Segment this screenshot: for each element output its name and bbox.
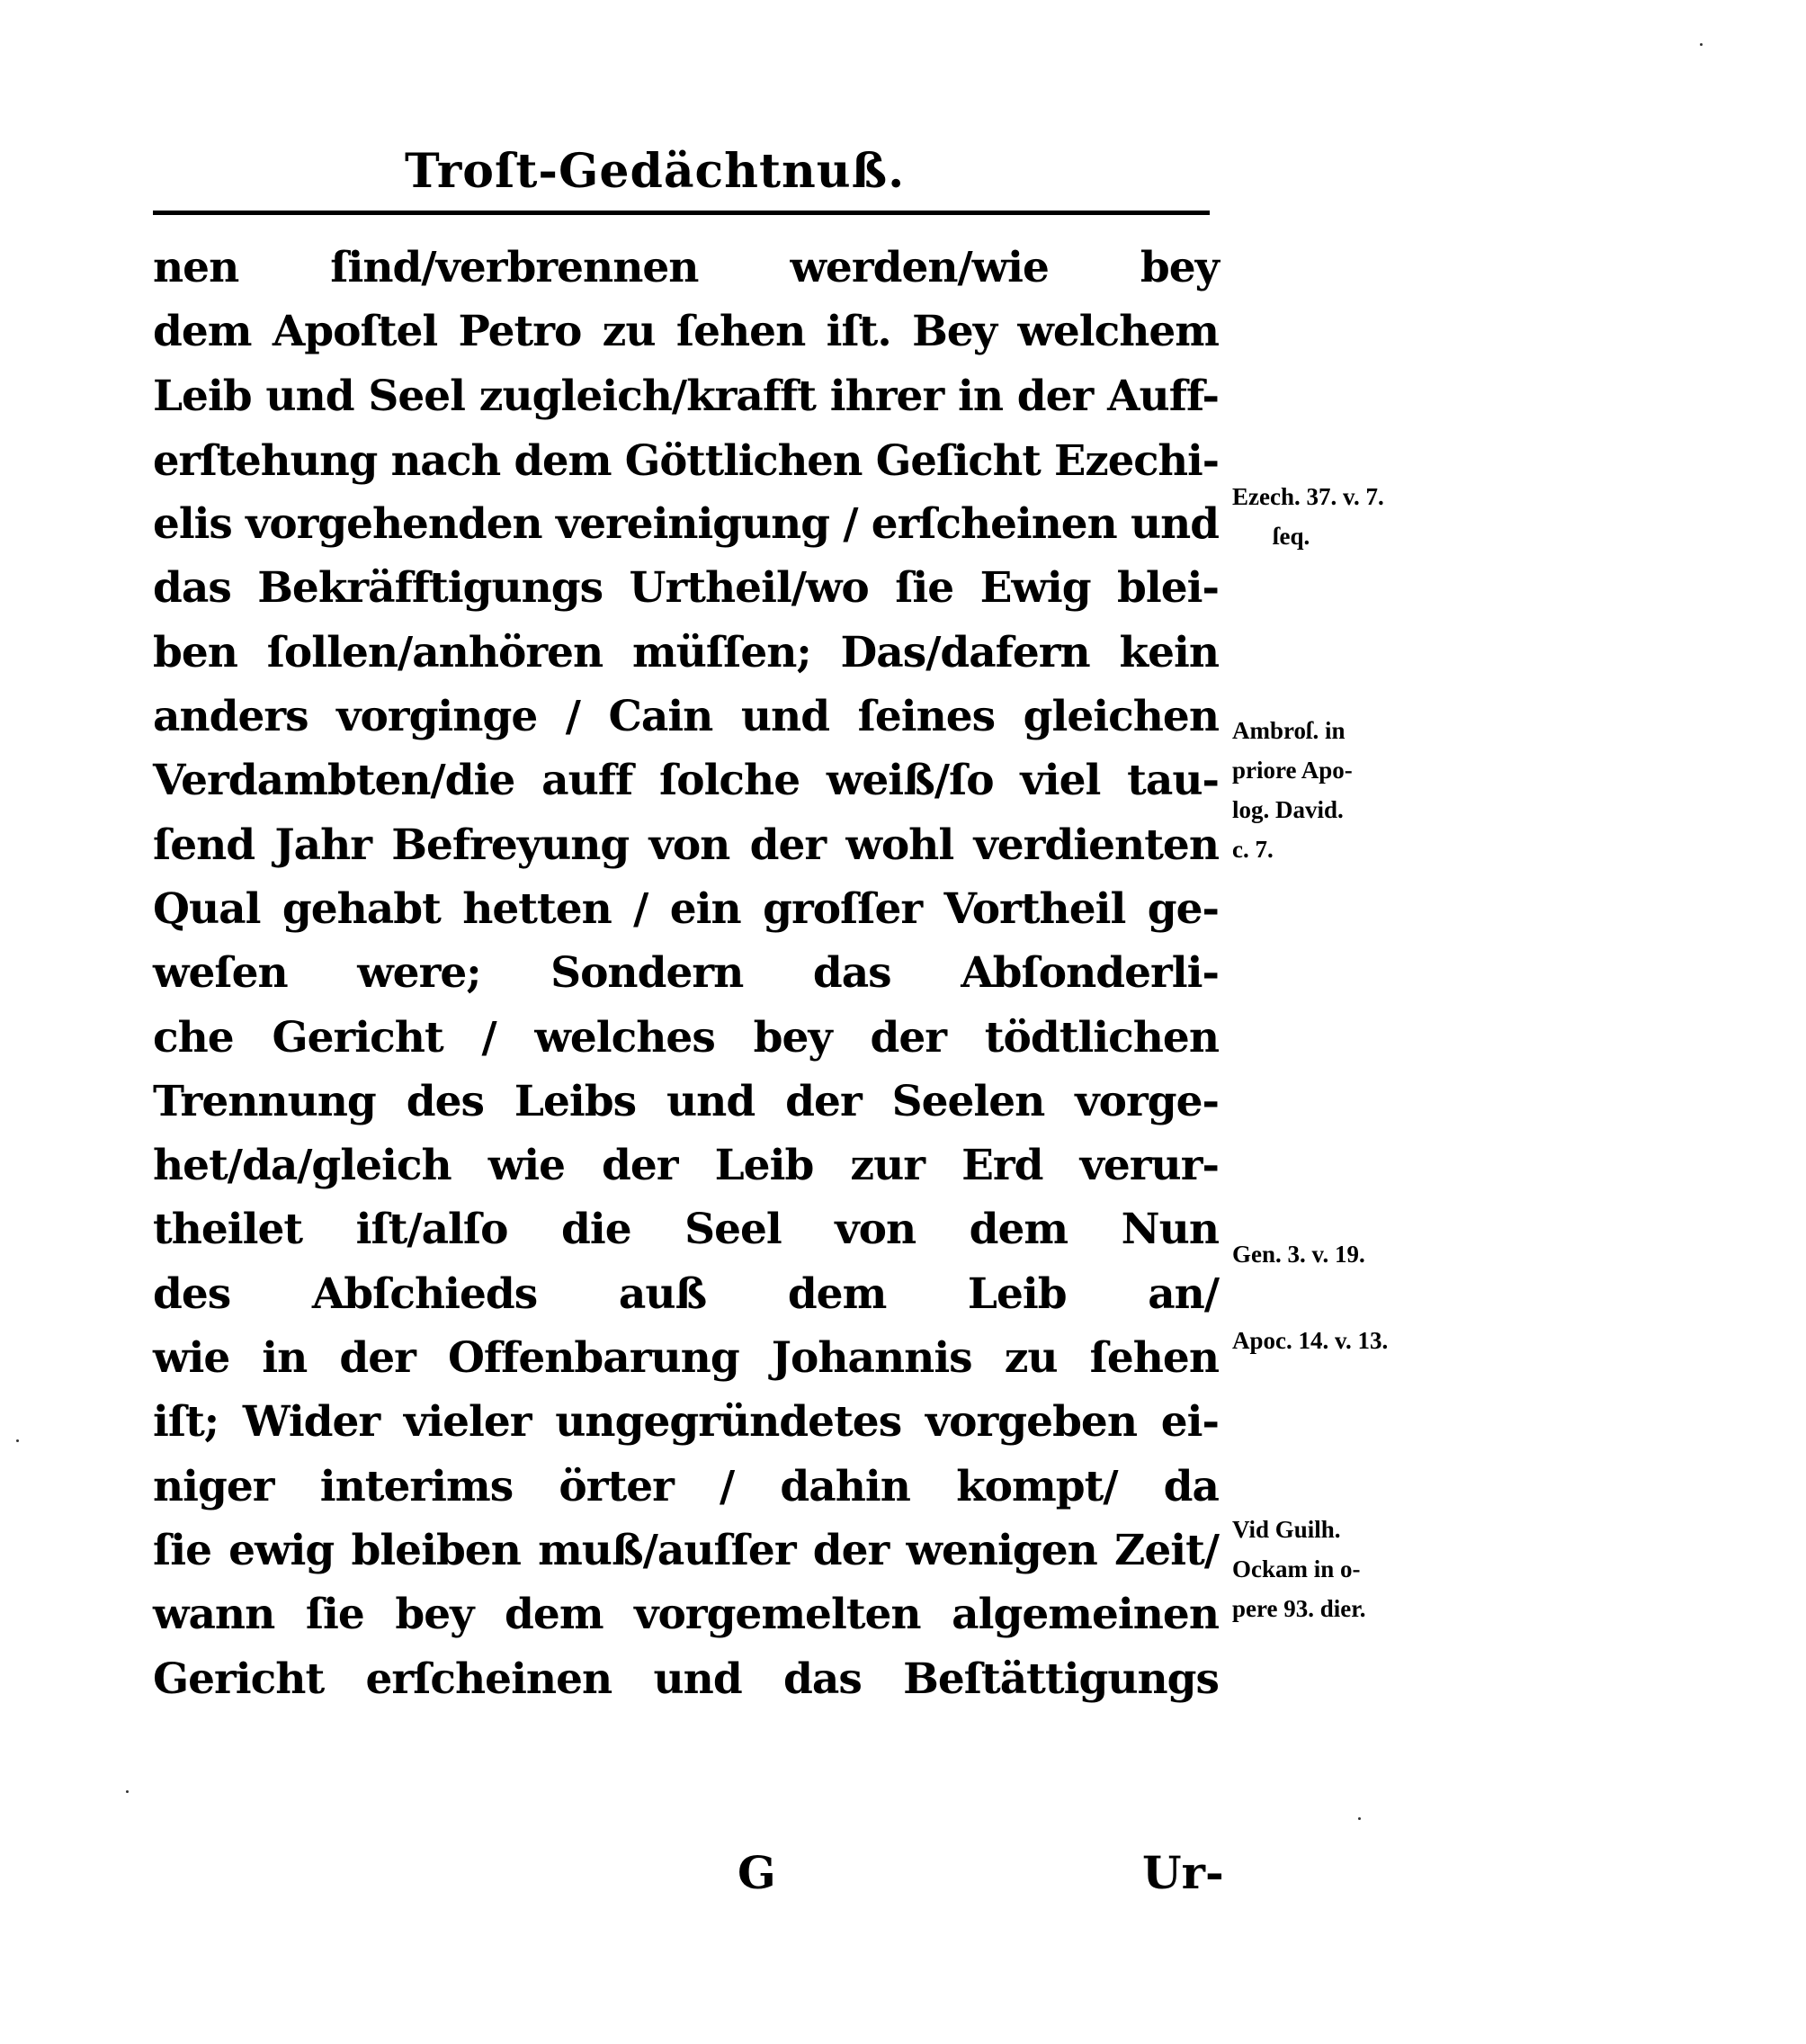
text-line: elis vorgehenden vereinigung / erſcheinen und <box>153 499 1219 550</box>
text-line: weſen were; Sondern das Abſonderli- <box>153 948 1219 999</box>
margin-note-line: Gen. 3. v. 19. <box>1232 1241 1365 1268</box>
text-line: wie in der Offenbarung Johannis zu ſehen <box>153 1333 1219 1384</box>
text-line: wann ſie bey dem vorgemelten algemeinen <box>153 1590 1219 1640</box>
margin-note-ambros <box>1232 711 1353 869</box>
margin-note-line: Vid Guilh. <box>1232 1516 1341 1543</box>
margin-note-line: Ambroſ. in <box>1232 717 1346 744</box>
margin-note-line: log. David. <box>1232 796 1344 823</box>
scan-speck <box>1358 1817 1361 1820</box>
text-line: Leib und Seel zugleich/krafft ihrer in der Auff- <box>153 371 1219 421</box>
text-line: ben ſollen/anhören müſſen; Das/dafern kein <box>153 627 1219 677</box>
margin-note-line: Apoc. 14. v. 13. <box>1232 1327 1389 1354</box>
text-line: erſtehung nach dem Göttlichen Geſicht Ezechi- <box>153 435 1219 485</box>
catchword: Ur- <box>1142 1846 1224 1899</box>
text-line: ſie ewig bleiben muß/auſſer der wenigen Zeit/ <box>153 1525 1219 1575</box>
margin-note-ockam <box>1232 1510 1366 1628</box>
margin-note-ezech <box>1232 477 1384 556</box>
text-line: dem Apoſtel Petro zu ſehen iſt. Bey welchem <box>153 307 1219 357</box>
header-rule <box>153 211 1210 215</box>
text-line: nen ſind/verbrennen werden/wie bey <box>153 243 1219 292</box>
margin-note-line: c. 7. <box>1232 836 1274 863</box>
text-line: das Bekräfftigungs Urtheil/wo ſie Ewig blei- <box>153 563 1219 614</box>
main-text-block <box>153 236 1219 1711</box>
text-line: anders vorginge / Cain und ſeines gleichen <box>153 692 1219 742</box>
scan-speck <box>16 1439 19 1442</box>
text-line: Verdambten/die auff ſolche weiß/ſo viel tau- <box>153 756 1219 806</box>
text-line: theilet iſt/alſo die Seel von dem Nun <box>153 1205 1219 1255</box>
margin-note-apoc <box>1232 1321 1388 1360</box>
margin-note-line: Ockam in o- <box>1232 1555 1361 1582</box>
text-line: Trennung des Leibs und der Seelen vorge- <box>153 1076 1219 1126</box>
text-line: Gericht erſcheinen und das Beſtättigungs <box>153 1654 1219 1704</box>
running-head: Troſt-Gedächtnuß. <box>405 144 906 199</box>
margin-note-gen <box>1232 1234 1365 1274</box>
text-line: che Gericht / welches bey der tödtlichen <box>153 1012 1219 1062</box>
text-line: niger interims örter / dahin kompt/ da <box>153 1461 1219 1511</box>
scan-speck <box>126 1790 129 1793</box>
text-line: iſt; Wider vieler ungegründetes vorgeben ei- <box>153 1397 1219 1448</box>
margin-note-line: priore Apo- <box>1232 757 1353 784</box>
scan-speck <box>1700 43 1703 46</box>
margin-note-line: Ezech. 37. v. 7. <box>1232 483 1384 510</box>
text-line: des Abſchieds auß dem Leib an/ <box>153 1269 1219 1319</box>
margin-note-line: pere 93. dier. <box>1232 1595 1366 1622</box>
text-line: ſend Jahr Befreyung von der wohl verdienten <box>153 820 1219 870</box>
text-line: Qual gehabt hetten / ein groſſer Vortheil ge- <box>153 883 1219 934</box>
signature-mark: G <box>738 1846 776 1899</box>
text-line: het/da/gleich wie der Leib zur Erd verur- <box>153 1141 1219 1191</box>
margin-note-line: ſeq. <box>1273 523 1310 550</box>
